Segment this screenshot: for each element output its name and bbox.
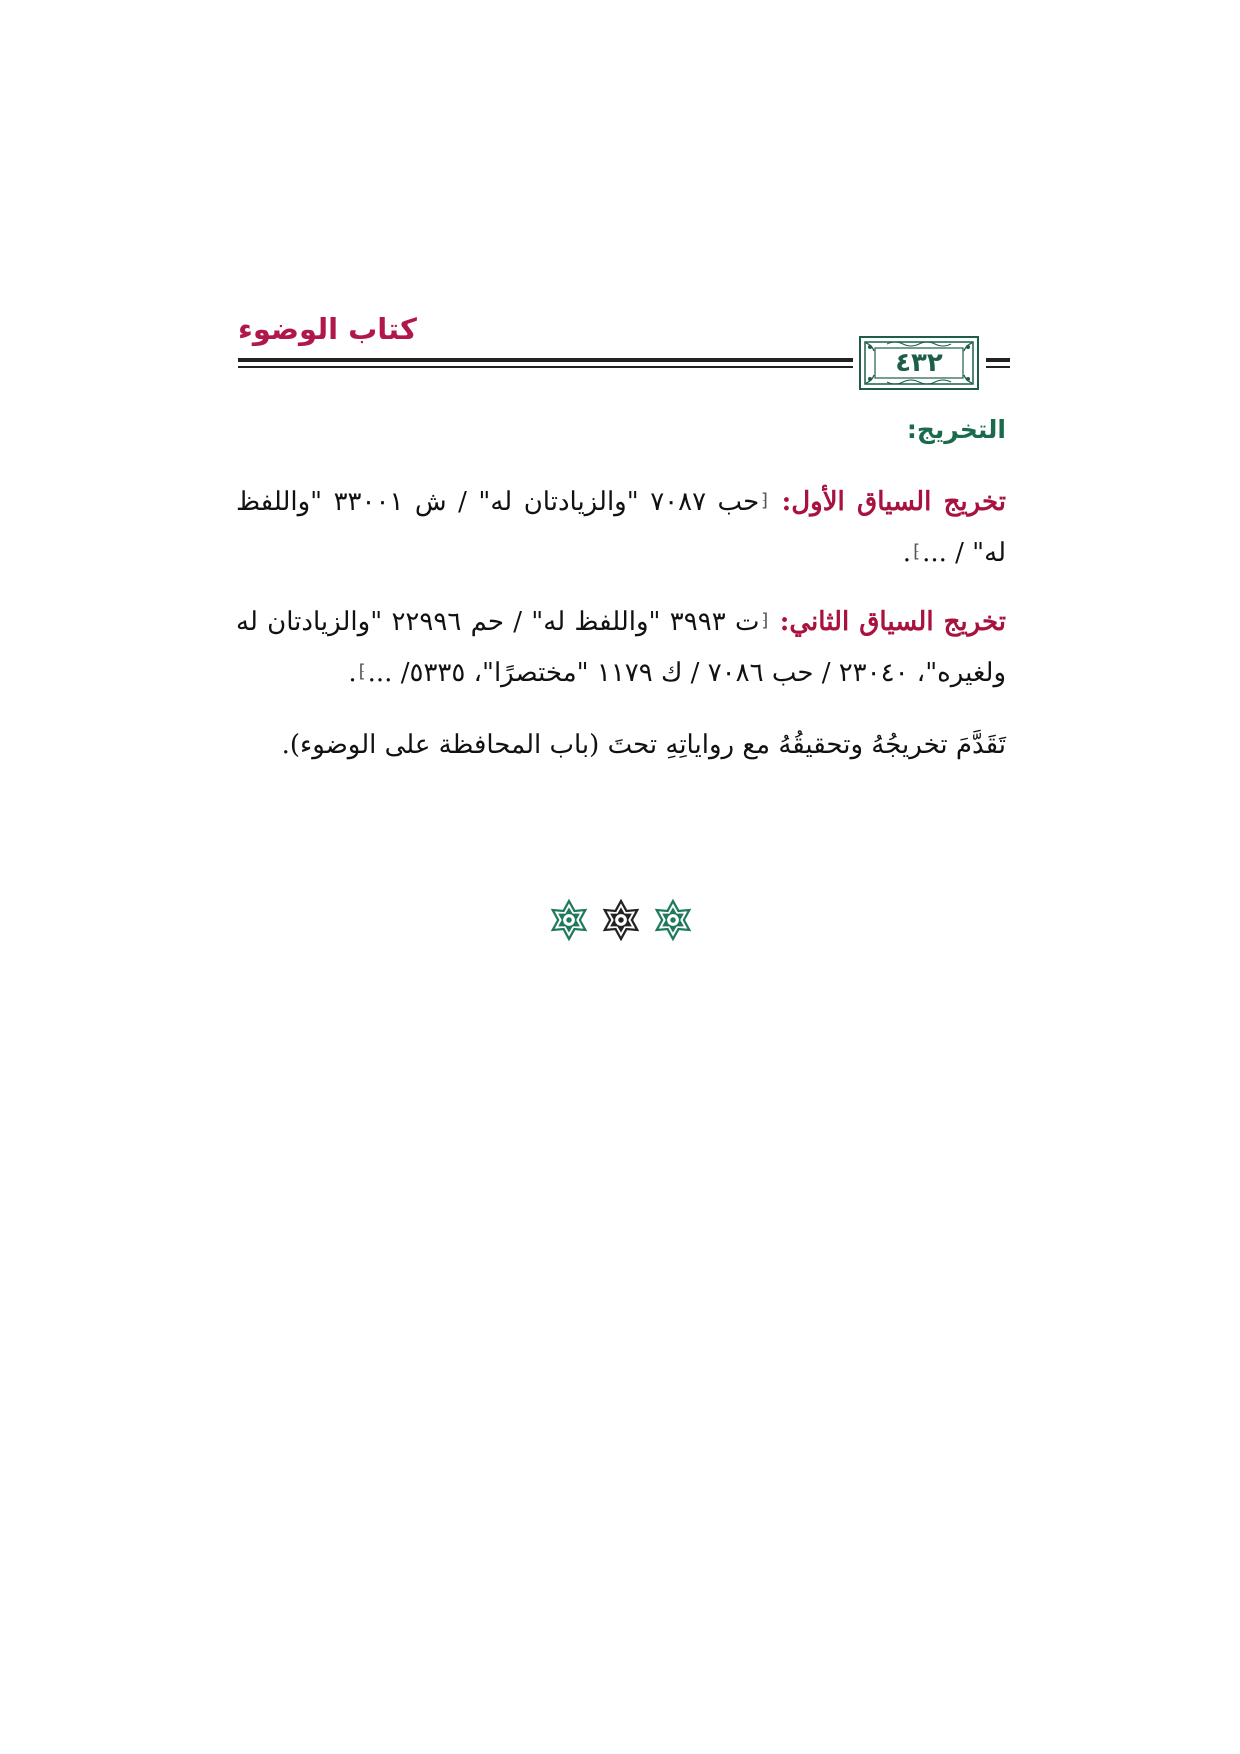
star-ornament-icon — [602, 899, 640, 941]
closing-note: تَقَدَّمَ تخريجُهُ وتحقيقُهُ مع رواياتِهِ تحتَ (باب المحافظة على الوضوء). — [281, 730, 1006, 760]
paragraph-text: ت ٣٩٩٣ "واللفظ له" / حم ٢٢٩٩٦ "والزيادتان له ولغيره"، ٢٣٠٤٠ / حب ٧٠٨٦ / ك ١١٧٩ "مختصرًا"، ٥٣٣٥/ ... — [236, 607, 1006, 688]
page-number-badge — [857, 334, 981, 392]
star-ornament-icon — [654, 899, 692, 941]
header-rule-right-thin — [986, 366, 1010, 368]
paragraph-end: . — [902, 538, 912, 568]
section-end-ornaments — [550, 896, 692, 944]
header-rule-right-thick — [986, 358, 1010, 362]
close-bracket-icon: ⁆ — [358, 661, 366, 682]
header-rule-thin — [238, 366, 853, 368]
page-header — [238, 312, 1010, 390]
open-bracket-icon: ⁅ — [761, 490, 769, 511]
close-bracket-icon: ⁆ — [913, 541, 921, 562]
takhrij-paragraph-2 — [236, 596, 1006, 698]
header-rule-thick — [238, 358, 853, 362]
paragraph-text: حب ٧٠٨٧ "والزيادتان له" / ش ٣٣٠٠١ "واللفظ له" / ... — [236, 487, 1006, 568]
paragraph-lead: تخريج السياق الأول: — [781, 487, 1006, 517]
star-ornament-icon — [550, 899, 588, 941]
open-bracket-icon: ⁅ — [761, 610, 769, 631]
paragraph-end: . — [348, 658, 357, 688]
takhrij-paragraph-1 — [236, 476, 1006, 578]
page-number: ٤٣٢ — [895, 348, 943, 378]
section-heading: التخريج: — [906, 415, 1006, 444]
paragraph-lead: تخريج السياق الثاني: — [779, 607, 1007, 637]
page-content — [236, 408, 1006, 788]
book-title: كتاب الوضوء — [238, 312, 417, 346]
